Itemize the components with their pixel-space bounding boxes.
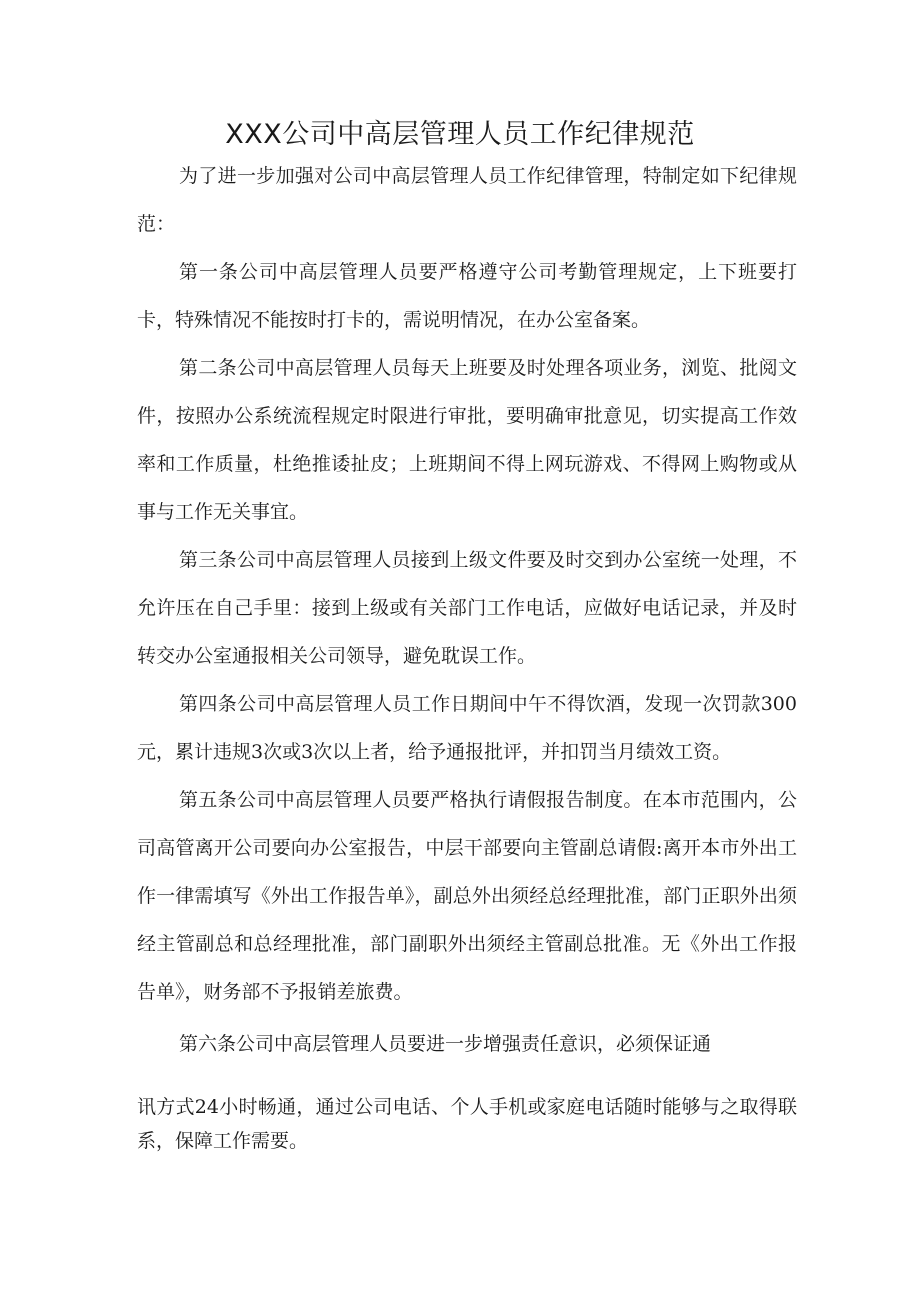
article-5: 第五条公司中高层管理人员要严格执行请假报告制度。在本市范围内，公司高管离开公司要向办公室报告，中层干部要向主管副总请假:离开本市外出工作一律需填写《外出工作报告单》，副总外出须经总经理批准，部门正职外出须经主管副总和总经理批准，部门副职外出须经主管副总批准。无《外出工作报告单》，财务部不予报销差旅费。: [137, 789, 797, 1003]
article-4: 第四条公司中高层管理人员工作日期间中午不得饮酒，发现一次罚款300元，累计违规3次或3次以上者，给予通报批评，并扣罚当月绩效工资。: [137, 693, 797, 763]
article-2: 第二条公司中高层管理人员每天上班要及时处理各项业务，浏览、批阅文件，按照办公系统流程规定时限进行审批，要明确审批意见，切实提高工作效率和工作质量，杜绝推诿扯皮；上班期间不得上网玩游戏、不得网上购物或从事与工作无关事宜。: [137, 357, 797, 523]
article-6-first-line: 第六条公司中高层管理人员要进一步增强责任意识，必须保证通: [179, 1033, 712, 1055]
article-1: 第一条公司中高层管理人员要严格遵守公司考勤管理规定，上下班要打卡，特殊情况不能按时打卡的，需说明情况，在办公室备案。: [137, 261, 797, 331]
document-title: XXX公司中高层管理人员工作纪律规范: [225, 119, 695, 150]
article-6-continuation: 讯方式24小时畅通，通过公司电话、个人手机或家庭电话随时能够与之取得联系，保障工作需要。: [137, 1096, 797, 1152]
article-3: 第三条公司中高层管理人员接到上级文件要及时交到办公室统一处理，不允许压在自己手里：接到上级或有关部门工作电话，应做好电话记录，并及时转交办公室通报相关公司领导，避免耽误工作。: [137, 549, 797, 667]
intro-paragraph: 为了进一步加强对公司中高层管理人员工作纪律管理，特制定如下纪律规范：: [137, 165, 797, 235]
